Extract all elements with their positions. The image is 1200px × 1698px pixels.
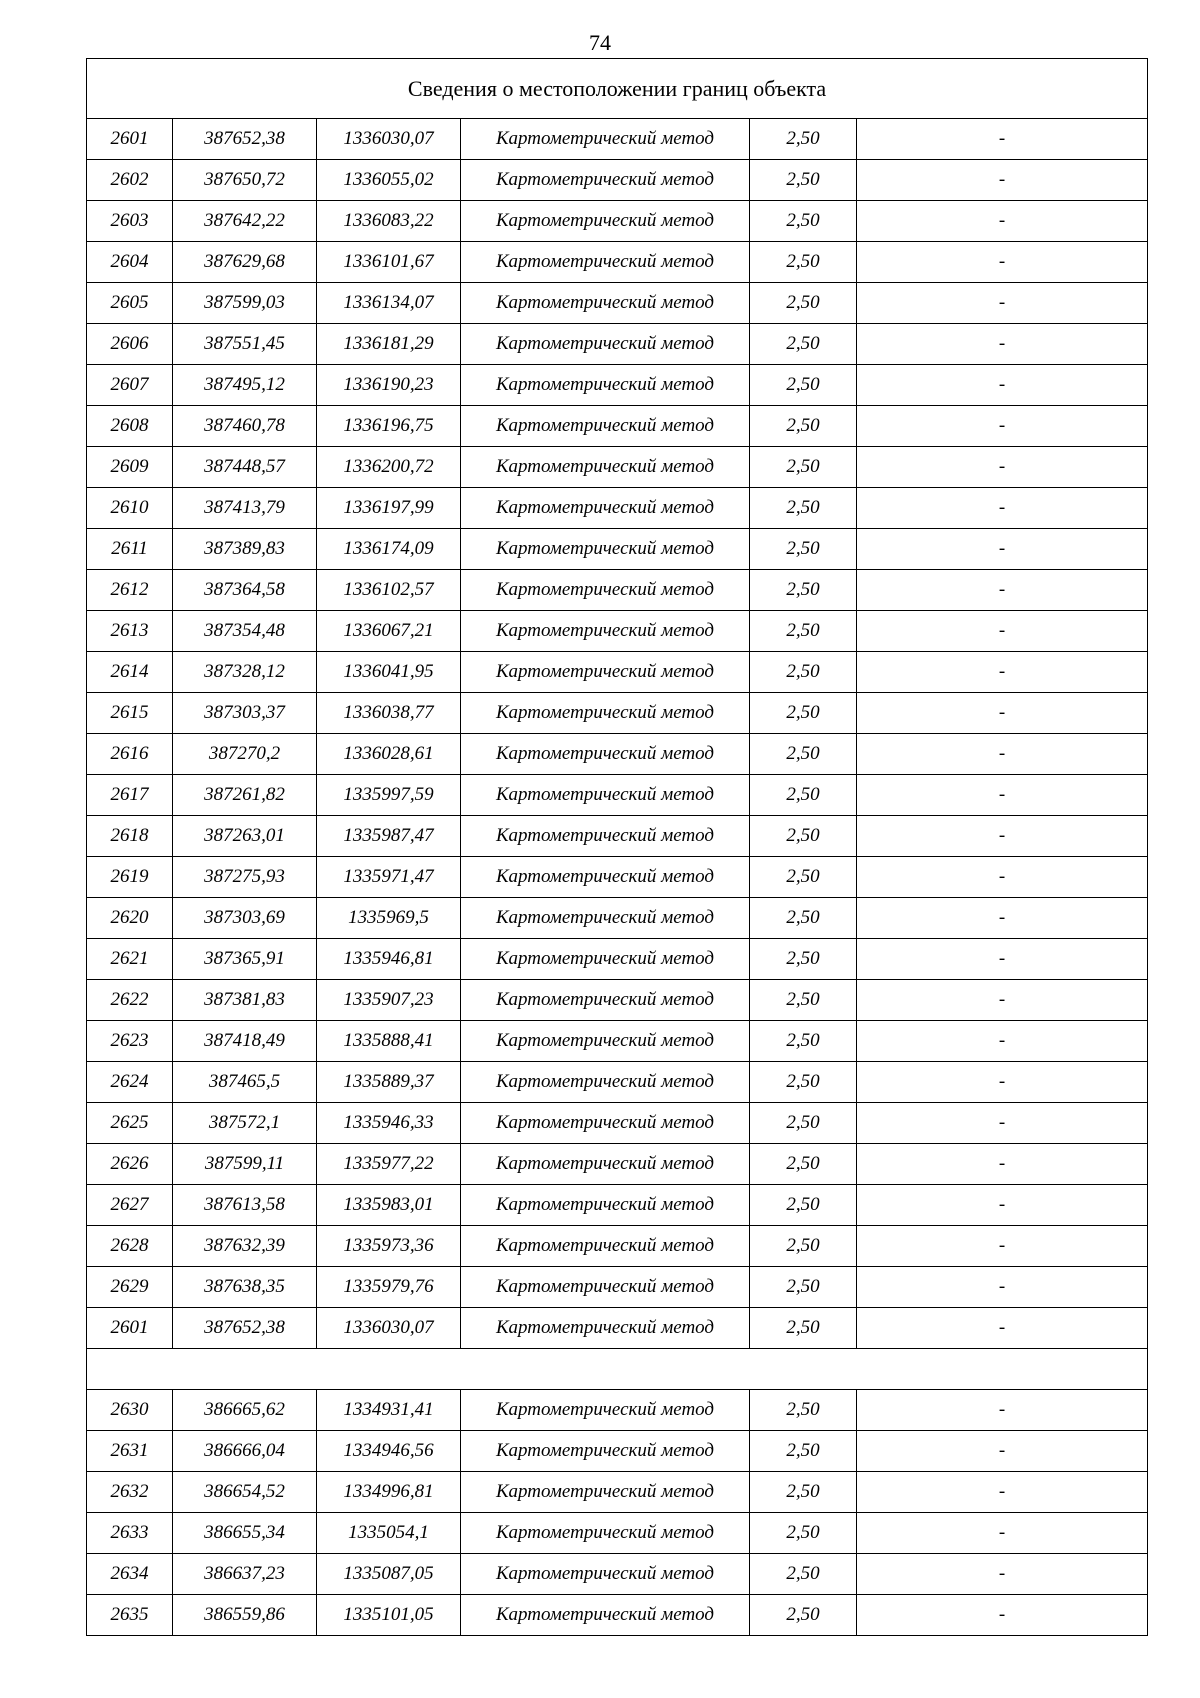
coordinate-x-cell: 386654,52 bbox=[173, 1472, 317, 1513]
table-row bbox=[87, 1021, 1148, 1062]
coordinate-x-cell: 387642,22 bbox=[173, 201, 317, 242]
point-number-cell: 2618 bbox=[87, 816, 173, 857]
point-number-cell: 2615 bbox=[87, 693, 173, 734]
table-row bbox=[87, 1308, 1148, 1349]
coordinate-x-cell: 387364,58 bbox=[173, 570, 317, 611]
table-row bbox=[87, 693, 1148, 734]
accuracy-cell: 2,50 bbox=[750, 160, 857, 201]
table-row bbox=[87, 1554, 1148, 1595]
coordinate-y-cell: 1336041,95 bbox=[317, 652, 461, 693]
accuracy-cell: 2,50 bbox=[750, 242, 857, 283]
point-number-cell: 2609 bbox=[87, 447, 173, 488]
method-cell: Картометрический метод bbox=[461, 980, 750, 1021]
description-cell: - bbox=[857, 1267, 1148, 1308]
description-cell: - bbox=[857, 119, 1148, 160]
coordinate-y-cell: 1336174,09 bbox=[317, 529, 461, 570]
accuracy-cell: 2,50 bbox=[750, 1431, 857, 1472]
coordinate-x-cell: 387303,37 bbox=[173, 693, 317, 734]
accuracy-cell: 2,50 bbox=[750, 775, 857, 816]
coordinate-x-cell: 386666,04 bbox=[173, 1431, 317, 1472]
accuracy-cell: 2,50 bbox=[750, 1472, 857, 1513]
table-row bbox=[87, 1472, 1148, 1513]
table-row bbox=[87, 529, 1148, 570]
method-cell: Картометрический метод bbox=[461, 898, 750, 939]
coordinate-y-cell: 1334931,41 bbox=[317, 1390, 461, 1431]
point-number-cell: 2614 bbox=[87, 652, 173, 693]
coordinate-x-cell: 387418,49 bbox=[173, 1021, 317, 1062]
point-number-cell: 2622 bbox=[87, 980, 173, 1021]
description-cell: - bbox=[857, 734, 1148, 775]
description-cell: - bbox=[857, 488, 1148, 529]
coordinate-y-cell: 1335997,59 bbox=[317, 775, 461, 816]
table-row bbox=[87, 119, 1148, 160]
point-number-cell: 2616 bbox=[87, 734, 173, 775]
accuracy-cell: 2,50 bbox=[750, 529, 857, 570]
description-cell: - bbox=[857, 898, 1148, 939]
coordinate-x-cell: 387632,39 bbox=[173, 1226, 317, 1267]
coordinate-y-cell: 1335889,37 bbox=[317, 1062, 461, 1103]
coordinate-y-cell: 1336055,02 bbox=[317, 160, 461, 201]
description-cell: - bbox=[857, 1595, 1148, 1636]
method-cell: Картометрический метод bbox=[461, 775, 750, 816]
accuracy-cell: 2,50 bbox=[750, 1144, 857, 1185]
coordinate-x-cell: 387599,03 bbox=[173, 283, 317, 324]
table-row bbox=[87, 611, 1148, 652]
accuracy-cell: 2,50 bbox=[750, 447, 857, 488]
description-cell: - bbox=[857, 201, 1148, 242]
table-row bbox=[87, 1226, 1148, 1267]
coordinate-x-cell: 387389,83 bbox=[173, 529, 317, 570]
point-number-cell: 2627 bbox=[87, 1185, 173, 1226]
accuracy-cell: 2,50 bbox=[750, 119, 857, 160]
accuracy-cell: 2,50 bbox=[750, 693, 857, 734]
point-number-cell: 2635 bbox=[87, 1595, 173, 1636]
point-number-cell: 2605 bbox=[87, 283, 173, 324]
coordinate-y-cell: 1336038,77 bbox=[317, 693, 461, 734]
accuracy-cell: 2,50 bbox=[750, 406, 857, 447]
coordinate-x-cell: 387448,57 bbox=[173, 447, 317, 488]
point-number-cell: 2623 bbox=[87, 1021, 173, 1062]
coordinate-y-cell: 1335971,47 bbox=[317, 857, 461, 898]
table-row bbox=[87, 406, 1148, 447]
description-cell: - bbox=[857, 1554, 1148, 1595]
method-cell: Картометрический метод bbox=[461, 160, 750, 201]
table-row bbox=[87, 1103, 1148, 1144]
table-row bbox=[87, 898, 1148, 939]
point-number-cell: 2613 bbox=[87, 611, 173, 652]
coordinate-y-cell: 1336190,23 bbox=[317, 365, 461, 406]
point-number-cell: 2612 bbox=[87, 570, 173, 611]
description-cell: - bbox=[857, 365, 1148, 406]
accuracy-cell: 2,50 bbox=[750, 365, 857, 406]
description-cell: - bbox=[857, 324, 1148, 365]
coordinate-x-cell: 387465,5 bbox=[173, 1062, 317, 1103]
point-number-cell: 2608 bbox=[87, 406, 173, 447]
table-row bbox=[87, 242, 1148, 283]
page-number: 74 bbox=[589, 30, 611, 55]
table-row bbox=[87, 1062, 1148, 1103]
coordinate-y-cell: 1335101,05 bbox=[317, 1595, 461, 1636]
table-row bbox=[87, 1267, 1148, 1308]
method-cell: Картометрический метод bbox=[461, 119, 750, 160]
accuracy-cell: 2,50 bbox=[750, 1062, 857, 1103]
table-row bbox=[87, 1513, 1148, 1554]
method-cell: Картометрический метод bbox=[461, 1554, 750, 1595]
table-header: Сведения о местоположении границ объекта bbox=[87, 59, 1148, 119]
coordinate-y-cell: 1335979,76 bbox=[317, 1267, 461, 1308]
coordinate-x-cell: 387613,58 bbox=[173, 1185, 317, 1226]
accuracy-cell: 2,50 bbox=[750, 652, 857, 693]
coordinate-x-cell: 387275,93 bbox=[173, 857, 317, 898]
coordinate-y-cell: 1334946,56 bbox=[317, 1431, 461, 1472]
table-row bbox=[87, 488, 1148, 529]
coordinate-y-cell: 1335087,05 bbox=[317, 1554, 461, 1595]
description-cell: - bbox=[857, 1103, 1148, 1144]
method-cell: Картометрический метод bbox=[461, 406, 750, 447]
table-row bbox=[87, 857, 1148, 898]
method-cell: Картометрический метод bbox=[461, 447, 750, 488]
description-cell: - bbox=[857, 611, 1148, 652]
point-number-cell: 2632 bbox=[87, 1472, 173, 1513]
point-number-cell: 2601 bbox=[87, 1308, 173, 1349]
method-cell: Картометрический метод bbox=[461, 1144, 750, 1185]
method-cell: Картометрический метод bbox=[461, 1185, 750, 1226]
table-row bbox=[87, 324, 1148, 365]
description-cell: - bbox=[857, 1308, 1148, 1349]
point-number-cell: 2628 bbox=[87, 1226, 173, 1267]
accuracy-cell: 2,50 bbox=[750, 283, 857, 324]
description-cell: - bbox=[857, 283, 1148, 324]
method-cell: Картометрический метод bbox=[461, 939, 750, 980]
description-cell: - bbox=[857, 1021, 1148, 1062]
table-body bbox=[87, 59, 1148, 1636]
description-cell: - bbox=[857, 1472, 1148, 1513]
accuracy-cell: 2,50 bbox=[750, 1308, 857, 1349]
coordinate-y-cell: 1335946,33 bbox=[317, 1103, 461, 1144]
point-number-cell: 2626 bbox=[87, 1144, 173, 1185]
description-cell: - bbox=[857, 1226, 1148, 1267]
coordinate-y-cell: 1336134,07 bbox=[317, 283, 461, 324]
description-cell: - bbox=[857, 570, 1148, 611]
accuracy-cell: 2,50 bbox=[750, 201, 857, 242]
coordinate-y-cell: 1336083,22 bbox=[317, 201, 461, 242]
coordinate-y-cell: 1336197,99 bbox=[317, 488, 461, 529]
accuracy-cell: 2,50 bbox=[750, 1185, 857, 1226]
method-cell: Картометрический метод bbox=[461, 201, 750, 242]
coordinate-y-cell: 1336030,07 bbox=[317, 1308, 461, 1349]
coordinate-x-cell: 387650,72 bbox=[173, 160, 317, 201]
boundary-coordinates-table bbox=[86, 58, 1148, 1636]
description-cell: - bbox=[857, 816, 1148, 857]
accuracy-cell: 2,50 bbox=[750, 1021, 857, 1062]
point-number-cell: 2629 bbox=[87, 1267, 173, 1308]
description-cell: - bbox=[857, 529, 1148, 570]
table-row bbox=[87, 447, 1148, 488]
method-cell: Картометрический метод bbox=[461, 1513, 750, 1554]
coordinate-x-cell: 387263,01 bbox=[173, 816, 317, 857]
table-row bbox=[87, 1144, 1148, 1185]
table-header-row bbox=[87, 59, 1148, 119]
point-number-cell: 2604 bbox=[87, 242, 173, 283]
table-row bbox=[87, 1390, 1148, 1431]
accuracy-cell: 2,50 bbox=[750, 898, 857, 939]
description-cell: - bbox=[857, 1513, 1148, 1554]
coordinate-x-cell: 386655,34 bbox=[173, 1513, 317, 1554]
description-cell: - bbox=[857, 693, 1148, 734]
method-cell: Картометрический метод bbox=[461, 242, 750, 283]
method-cell: Картометрический метод bbox=[461, 1308, 750, 1349]
method-cell: Картометрический метод bbox=[461, 1390, 750, 1431]
method-cell: Картометрический метод bbox=[461, 857, 750, 898]
accuracy-cell: 2,50 bbox=[750, 816, 857, 857]
coordinate-y-cell: 1335888,41 bbox=[317, 1021, 461, 1062]
method-cell: Картометрический метод bbox=[461, 570, 750, 611]
accuracy-cell: 2,50 bbox=[750, 1267, 857, 1308]
coordinate-y-cell: 1336030,07 bbox=[317, 119, 461, 160]
coordinate-y-cell: 1335977,22 bbox=[317, 1144, 461, 1185]
table-row bbox=[87, 201, 1148, 242]
method-cell: Картометрический метод bbox=[461, 816, 750, 857]
coordinate-y-cell: 1335907,23 bbox=[317, 980, 461, 1021]
accuracy-cell: 2,50 bbox=[750, 734, 857, 775]
table-row bbox=[87, 939, 1148, 980]
method-cell: Картометрический метод bbox=[461, 652, 750, 693]
point-number-cell: 2631 bbox=[87, 1431, 173, 1472]
method-cell: Картометрический метод bbox=[461, 324, 750, 365]
method-cell: Картометрический метод bbox=[461, 1103, 750, 1144]
table-row bbox=[87, 283, 1148, 324]
coordinate-x-cell: 387261,82 bbox=[173, 775, 317, 816]
coordinate-x-cell: 387495,12 bbox=[173, 365, 317, 406]
description-cell: - bbox=[857, 447, 1148, 488]
table-row bbox=[87, 1431, 1148, 1472]
method-cell: Картометрический метод bbox=[461, 488, 750, 529]
point-number-cell: 2634 bbox=[87, 1554, 173, 1595]
method-cell: Картометрический метод bbox=[461, 283, 750, 324]
coordinate-x-cell: 387270,2 bbox=[173, 734, 317, 775]
method-cell: Картометрический метод bbox=[461, 1595, 750, 1636]
accuracy-cell: 2,50 bbox=[750, 1513, 857, 1554]
method-cell: Картометрический метод bbox=[461, 734, 750, 775]
table-row bbox=[87, 1595, 1148, 1636]
group-separator-row bbox=[87, 1349, 1148, 1390]
coordinate-y-cell: 1334996,81 bbox=[317, 1472, 461, 1513]
description-cell: - bbox=[857, 1062, 1148, 1103]
coordinate-y-cell: 1336028,61 bbox=[317, 734, 461, 775]
table-row bbox=[87, 734, 1148, 775]
method-cell: Картометрический метод bbox=[461, 1062, 750, 1103]
point-number-cell: 2624 bbox=[87, 1062, 173, 1103]
table-row bbox=[87, 775, 1148, 816]
accuracy-cell: 2,50 bbox=[750, 1390, 857, 1431]
accuracy-cell: 2,50 bbox=[750, 939, 857, 980]
coordinate-x-cell: 387629,68 bbox=[173, 242, 317, 283]
description-cell: - bbox=[857, 242, 1148, 283]
coordinate-y-cell: 1336067,21 bbox=[317, 611, 461, 652]
coordinate-x-cell: 387599,11 bbox=[173, 1144, 317, 1185]
coordinate-x-cell: 386665,62 bbox=[173, 1390, 317, 1431]
description-cell: - bbox=[857, 1144, 1148, 1185]
description-cell: - bbox=[857, 160, 1148, 201]
point-number-cell: 2602 bbox=[87, 160, 173, 201]
coordinate-y-cell: 1335946,81 bbox=[317, 939, 461, 980]
coordinate-x-cell: 387551,45 bbox=[173, 324, 317, 365]
point-number-cell: 2611 bbox=[87, 529, 173, 570]
accuracy-cell: 2,50 bbox=[750, 611, 857, 652]
description-cell: - bbox=[857, 939, 1148, 980]
description-cell: - bbox=[857, 652, 1148, 693]
table-row bbox=[87, 816, 1148, 857]
coordinate-x-cell: 387460,78 bbox=[173, 406, 317, 447]
description-cell: - bbox=[857, 406, 1148, 447]
table-row bbox=[87, 652, 1148, 693]
table-row bbox=[87, 365, 1148, 406]
description-cell: - bbox=[857, 775, 1148, 816]
method-cell: Картометрический метод bbox=[461, 1021, 750, 1062]
coordinate-y-cell: 1336181,29 bbox=[317, 324, 461, 365]
method-cell: Картометрический метод bbox=[461, 1226, 750, 1267]
point-number-cell: 2607 bbox=[87, 365, 173, 406]
coordinate-y-cell: 1336196,75 bbox=[317, 406, 461, 447]
group-separator-cell bbox=[87, 1349, 1148, 1390]
method-cell: Картометрический метод bbox=[461, 1472, 750, 1513]
accuracy-cell: 2,50 bbox=[750, 488, 857, 529]
point-number-cell: 2625 bbox=[87, 1103, 173, 1144]
coordinate-x-cell: 386637,23 bbox=[173, 1554, 317, 1595]
point-number-cell: 2630 bbox=[87, 1390, 173, 1431]
accuracy-cell: 2,50 bbox=[750, 324, 857, 365]
coordinate-y-cell: 1336102,57 bbox=[317, 570, 461, 611]
point-number-cell: 2620 bbox=[87, 898, 173, 939]
point-number-cell: 2617 bbox=[87, 775, 173, 816]
coordinate-x-cell: 387354,48 bbox=[173, 611, 317, 652]
method-cell: Картометрический метод bbox=[461, 693, 750, 734]
point-number-cell: 2610 bbox=[87, 488, 173, 529]
coordinate-y-cell: 1336200,72 bbox=[317, 447, 461, 488]
coordinate-x-cell: 387413,79 bbox=[173, 488, 317, 529]
point-number-cell: 2606 bbox=[87, 324, 173, 365]
description-cell: - bbox=[857, 980, 1148, 1021]
method-cell: Картометрический метод bbox=[461, 611, 750, 652]
coordinate-x-cell: 387328,12 bbox=[173, 652, 317, 693]
table-row bbox=[87, 160, 1148, 201]
coordinate-y-cell: 1336101,67 bbox=[317, 242, 461, 283]
method-cell: Картометрический метод bbox=[461, 365, 750, 406]
point-number-cell: 2621 bbox=[87, 939, 173, 980]
point-number-cell: 2603 bbox=[87, 201, 173, 242]
coordinate-y-cell: 1335054,1 bbox=[317, 1513, 461, 1554]
description-cell: - bbox=[857, 1431, 1148, 1472]
coordinate-y-cell: 1335987,47 bbox=[317, 816, 461, 857]
table-row bbox=[87, 980, 1148, 1021]
accuracy-cell: 2,50 bbox=[750, 1595, 857, 1636]
method-cell: Картометрический метод bbox=[461, 1431, 750, 1472]
description-cell: - bbox=[857, 857, 1148, 898]
coordinate-x-cell: 387303,69 bbox=[173, 898, 317, 939]
accuracy-cell: 2,50 bbox=[750, 980, 857, 1021]
coordinate-x-cell: 387652,38 bbox=[173, 119, 317, 160]
coordinate-x-cell: 387572,1 bbox=[173, 1103, 317, 1144]
coordinate-x-cell: 387652,38 bbox=[173, 1308, 317, 1349]
coordinate-y-cell: 1335973,36 bbox=[317, 1226, 461, 1267]
point-number-cell: 2601 bbox=[87, 119, 173, 160]
method-cell: Картометрический метод bbox=[461, 529, 750, 570]
description-cell: - bbox=[857, 1185, 1148, 1226]
method-cell: Картометрический метод bbox=[461, 1267, 750, 1308]
table-row bbox=[87, 1185, 1148, 1226]
accuracy-cell: 2,50 bbox=[750, 570, 857, 611]
coordinate-y-cell: 1335969,5 bbox=[317, 898, 461, 939]
point-number-cell: 2633 bbox=[87, 1513, 173, 1554]
coordinate-x-cell: 387638,35 bbox=[173, 1267, 317, 1308]
accuracy-cell: 2,50 bbox=[750, 1554, 857, 1595]
accuracy-cell: 2,50 bbox=[750, 857, 857, 898]
coordinate-x-cell: 387365,91 bbox=[173, 939, 317, 980]
accuracy-cell: 2,50 bbox=[750, 1103, 857, 1144]
description-cell: - bbox=[857, 1390, 1148, 1431]
table-row bbox=[87, 570, 1148, 611]
coordinate-x-cell: 386559,86 bbox=[173, 1595, 317, 1636]
coordinate-y-cell: 1335983,01 bbox=[317, 1185, 461, 1226]
coordinate-x-cell: 387381,83 bbox=[173, 980, 317, 1021]
accuracy-cell: 2,50 bbox=[750, 1226, 857, 1267]
point-number-cell: 2619 bbox=[87, 857, 173, 898]
